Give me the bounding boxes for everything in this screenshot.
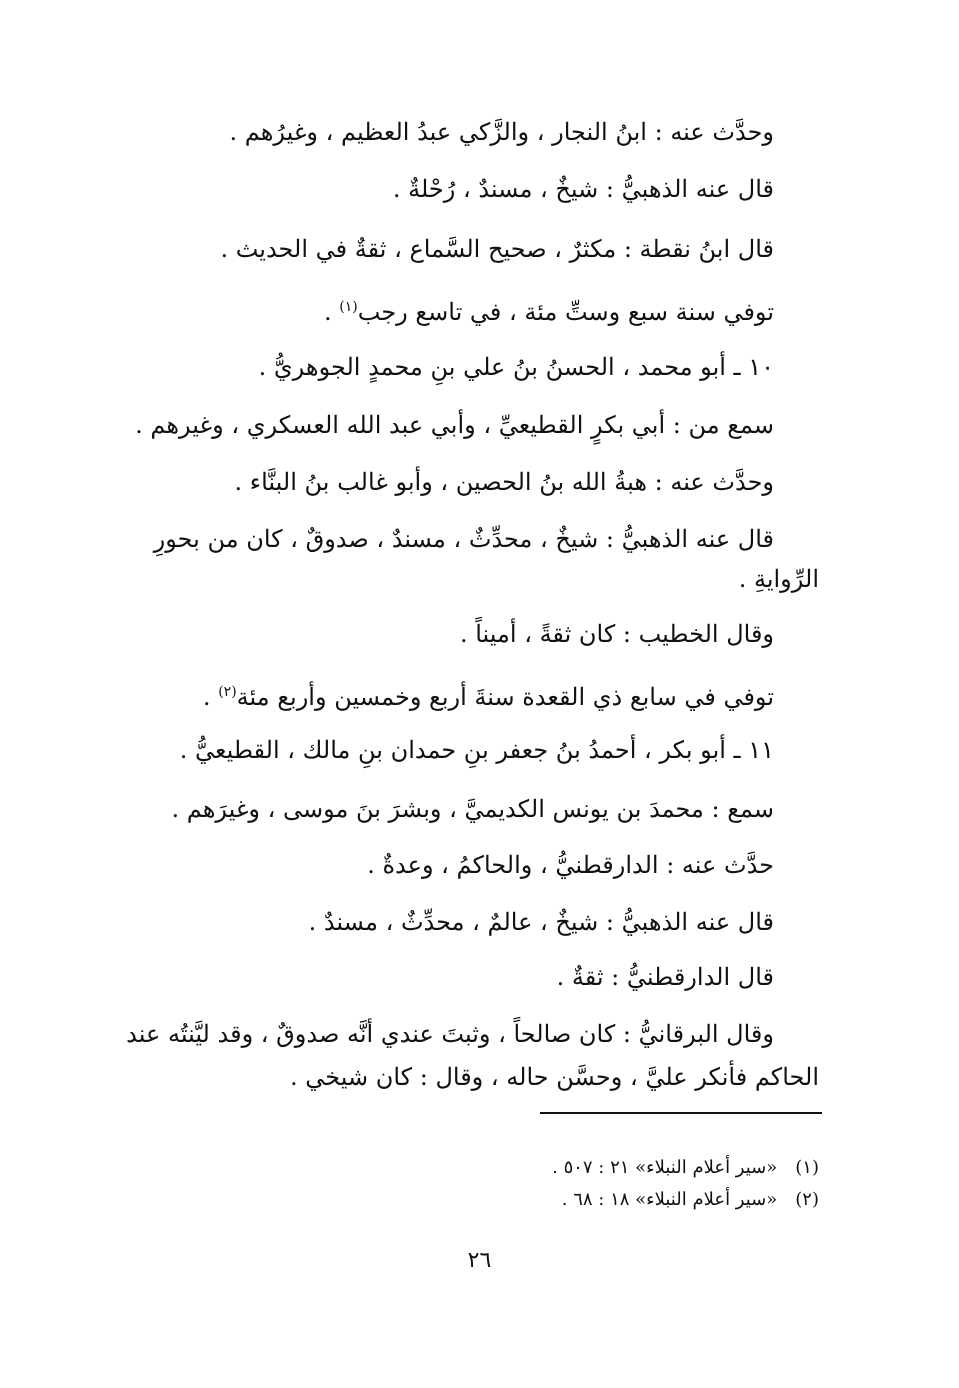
footnote-number: (٢) [795, 1189, 819, 1210]
line-end: . [202, 683, 211, 711]
text-line: قال ابنُ نقطة : مكثرٌ ، صحيح السَّماع ، ثقةٌ في الحديث . [220, 235, 774, 263]
footnote-text: «سير أعلام النبلاء» ٢١ : ٥٠٧ . [552, 1157, 778, 1178]
footnote [300, 1155, 819, 1181]
text-line: وقال الخطيب : كان ثقةً ، أميناً . [459, 620, 774, 648]
entry-heading: ١١ ـ أبو بكر ، أحمدُ بنُ جعفر بنِ حمدان بنِ مالك ، القطيعيُّ . [179, 736, 774, 764]
text-line: قال عنه الذهبيُّ : شيخٌ ، محدِّثٌ ، مسندٌ ، صدوقٌ ، كان من بحورِ [153, 525, 774, 553]
text-line: وحدَّث عنه : هبةُ الله بنُ الحصين ، وأبو غالب بنُ البنَّاء . [234, 468, 774, 496]
text-line: الحاكم فأنكر عليَّ ، وحسَّن حاله ، وقال : كان شيخي . [290, 1063, 819, 1091]
footnote [300, 1187, 819, 1213]
line-text: توفي في سابع ذي القعدة سنةَ أربع وخمسين وأربع مئة [236, 683, 774, 711]
text-line: قال عنه الذهبيُّ : شيخٌ ، عالمٌ ، محدِّثٌ ، مسندٌ . [308, 908, 774, 936]
text-line: قال الدارقطنيُّ : ثقةٌ . [556, 963, 774, 991]
line-text: توفي سنة سبع وستِّ مئة ، في تاسع رجب [357, 298, 774, 326]
page-number: ٢٦ [467, 1248, 492, 1273]
footnote-ref: (٢) [218, 684, 237, 700]
text-line: حدَّث عنه : الدارقطنيُّ ، والحاكمُ ، وعدةٌ . [367, 851, 774, 879]
text-line: قال عنه الذهبيُّ : شيخٌ ، مسندٌ ، رُحْلةٌ . [392, 175, 774, 203]
text-line [100, 675, 774, 714]
entry-heading: ١٠ ـ أبو محمد ، الحسنُ بنُ علي بنِ محمدٍ الجوهريُّ . [258, 353, 774, 381]
text-line: وحدَّث عنه : ابنُ النجار ، والزَّكي عبدُ العظيم ، وغيرُهم . [229, 118, 774, 146]
text-line: سمع من : أبي بكرٍ القطيعيِّ ، وأبي عبد الله العسكري ، وغيرهم . [135, 411, 774, 439]
text-line: وقال البرقانيُّ : كان صالحاً ، وثبتَ عندي أنَّه صدوقٌ ، وقد ليَّنتُه عند [126, 1020, 774, 1048]
footnote-number: (١) [795, 1157, 819, 1178]
line-end: . [324, 298, 332, 326]
footnote-divider [540, 1112, 822, 1114]
footnote-ref: (١) [339, 299, 358, 315]
text-line: الرِّوايةِ . [738, 565, 819, 593]
footnote-text: «سير أعلام النبلاء» ١٨ : ٦٨ . [561, 1189, 778, 1210]
text-line [100, 290, 774, 329]
text-line: سمع : محمدَ بن يونس الكديميَّ ، وبشرَ بنَ موسى ، وغيرَهم . [171, 795, 774, 823]
